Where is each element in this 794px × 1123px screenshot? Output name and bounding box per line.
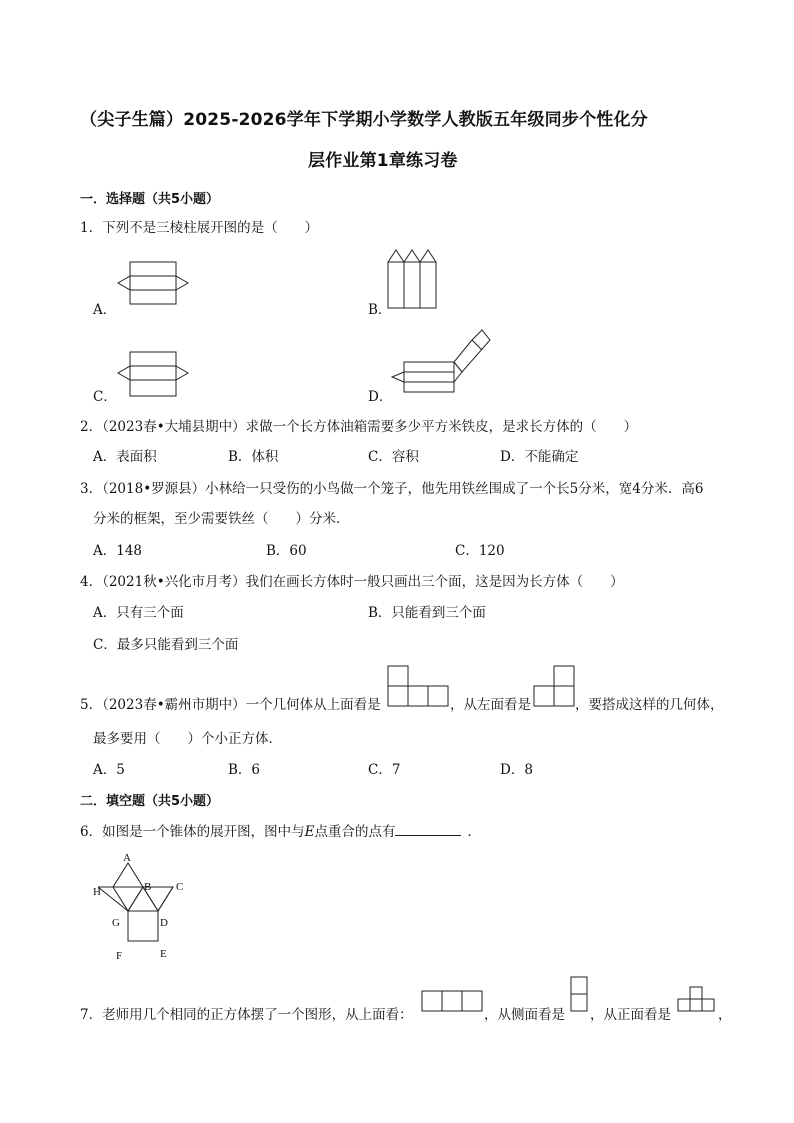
q6-label-b: B <box>144 881 152 893</box>
q1-option-d-figure <box>390 326 500 398</box>
question-7-text-part-1: 7．老师用几个相同的正方体摆了一个图形，从上面看： <box>80 1007 413 1023</box>
q5-option-a: A．5 <box>93 762 125 778</box>
q3-option-b: B．60 <box>266 543 307 559</box>
q6-answer-blank[interactable] <box>395 823 461 836</box>
q1-option-d-label: D． <box>368 389 393 405</box>
question-7-text-part-2: ，从侧面看是 <box>484 1007 565 1023</box>
question-5-text-part-2: ，从左面看是 <box>450 697 531 713</box>
q1-option-a-label: A． <box>93 302 117 318</box>
q3-option-a: A．148 <box>93 543 143 559</box>
q6-text-a: 6．如图是一个锥体的展开图，图中与 <box>80 824 305 840</box>
q6-label-e: E <box>160 948 167 960</box>
q1-option-c-label: C． <box>93 389 117 405</box>
q1-option-a-figure <box>116 262 196 312</box>
q4-option-a: A．只有三个面 <box>93 605 184 621</box>
q6-label-c: C <box>176 881 184 893</box>
q6-label-d: D <box>160 917 168 929</box>
title-line-2: 层作业第1章练习卷 <box>308 151 458 171</box>
q6-var-e: E <box>304 824 315 840</box>
q5-top-view-figure <box>388 666 450 710</box>
q7-side-view-figure <box>571 977 591 1015</box>
q5-left-view-figure <box>534 666 578 710</box>
question-5-line-2: 最多要用（ ）个小正方体． <box>93 731 282 747</box>
q2-option-a: A．表面积 <box>93 449 157 465</box>
question-5-text-part-1: 5．（2023春•霸州市期中）一个几何体从上面看是 <box>80 697 381 713</box>
q2-option-d: D．不能确定 <box>500 449 579 465</box>
title-line-1: （尖子生篇）2025-2026学年下学期小学数学人教版五年级同步个性化分 <box>80 110 648 130</box>
q2-option-c: C．容积 <box>368 449 419 465</box>
section-choice-heading: 一．选择题（共5小题） <box>80 192 220 207</box>
question-7-text-part-4: ， <box>718 1007 732 1023</box>
q6-text-b: 点重合的点有 <box>314 824 396 840</box>
q6-label-g: G <box>112 917 120 929</box>
question-7-text-part-3: ，从正面看是 <box>590 1007 671 1023</box>
q7-front-view-figure <box>678 987 718 1013</box>
q5-option-b: B．6 <box>228 762 261 778</box>
question-1-text: 1．下列不是三棱柱展开图的是（ ） <box>80 220 319 236</box>
q6-pyramid-net-figure <box>90 850 200 965</box>
question-2-text: 2．（2023春•大埔县期中）求做一个长方体油箱需要多少平方米铁皮，是求长方体的（ ） <box>80 419 638 435</box>
question-3-line-2: 分米的框架，至少需要铁丝（ ）分米． <box>93 511 350 527</box>
q6-label-a: A <box>123 852 131 864</box>
q6-text-c: ． <box>467 824 481 840</box>
q3-option-c: C．120 <box>455 543 505 559</box>
q2-option-b: B．体积 <box>228 449 279 465</box>
q5-option-c: C．7 <box>368 762 401 778</box>
q4-option-b: B．只能看到三个面 <box>368 605 486 621</box>
q7-top-view-figure <box>422 991 486 1013</box>
q1-option-b-label: B． <box>368 302 392 318</box>
question-3-line-1: 3．（2018•罗源县）小林给一只受伤的小鸟做一个笼子，他先用铁丝围成了一个长5分米，宽4分米．高6 <box>80 481 704 497</box>
q4-option-c: C．最多只能看到三个面 <box>93 637 239 653</box>
question-5-text-part-3: ，要搭成这样的几何体， <box>575 697 724 713</box>
q1-option-c-figure <box>116 350 196 400</box>
q6-label-h: H <box>93 886 101 898</box>
question-6-text <box>80 820 481 840</box>
q6-label-f: F <box>116 950 123 962</box>
section-fill-heading: 二．填空题（共5小题） <box>80 794 220 809</box>
question-4-text: 4．（2021秋•兴化市月考）我们在画长方体时一般只画出三个面，这是因为长方体（ ） <box>80 574 624 590</box>
q5-option-d: D．8 <box>500 762 533 778</box>
q1-option-b-figure <box>386 248 446 314</box>
